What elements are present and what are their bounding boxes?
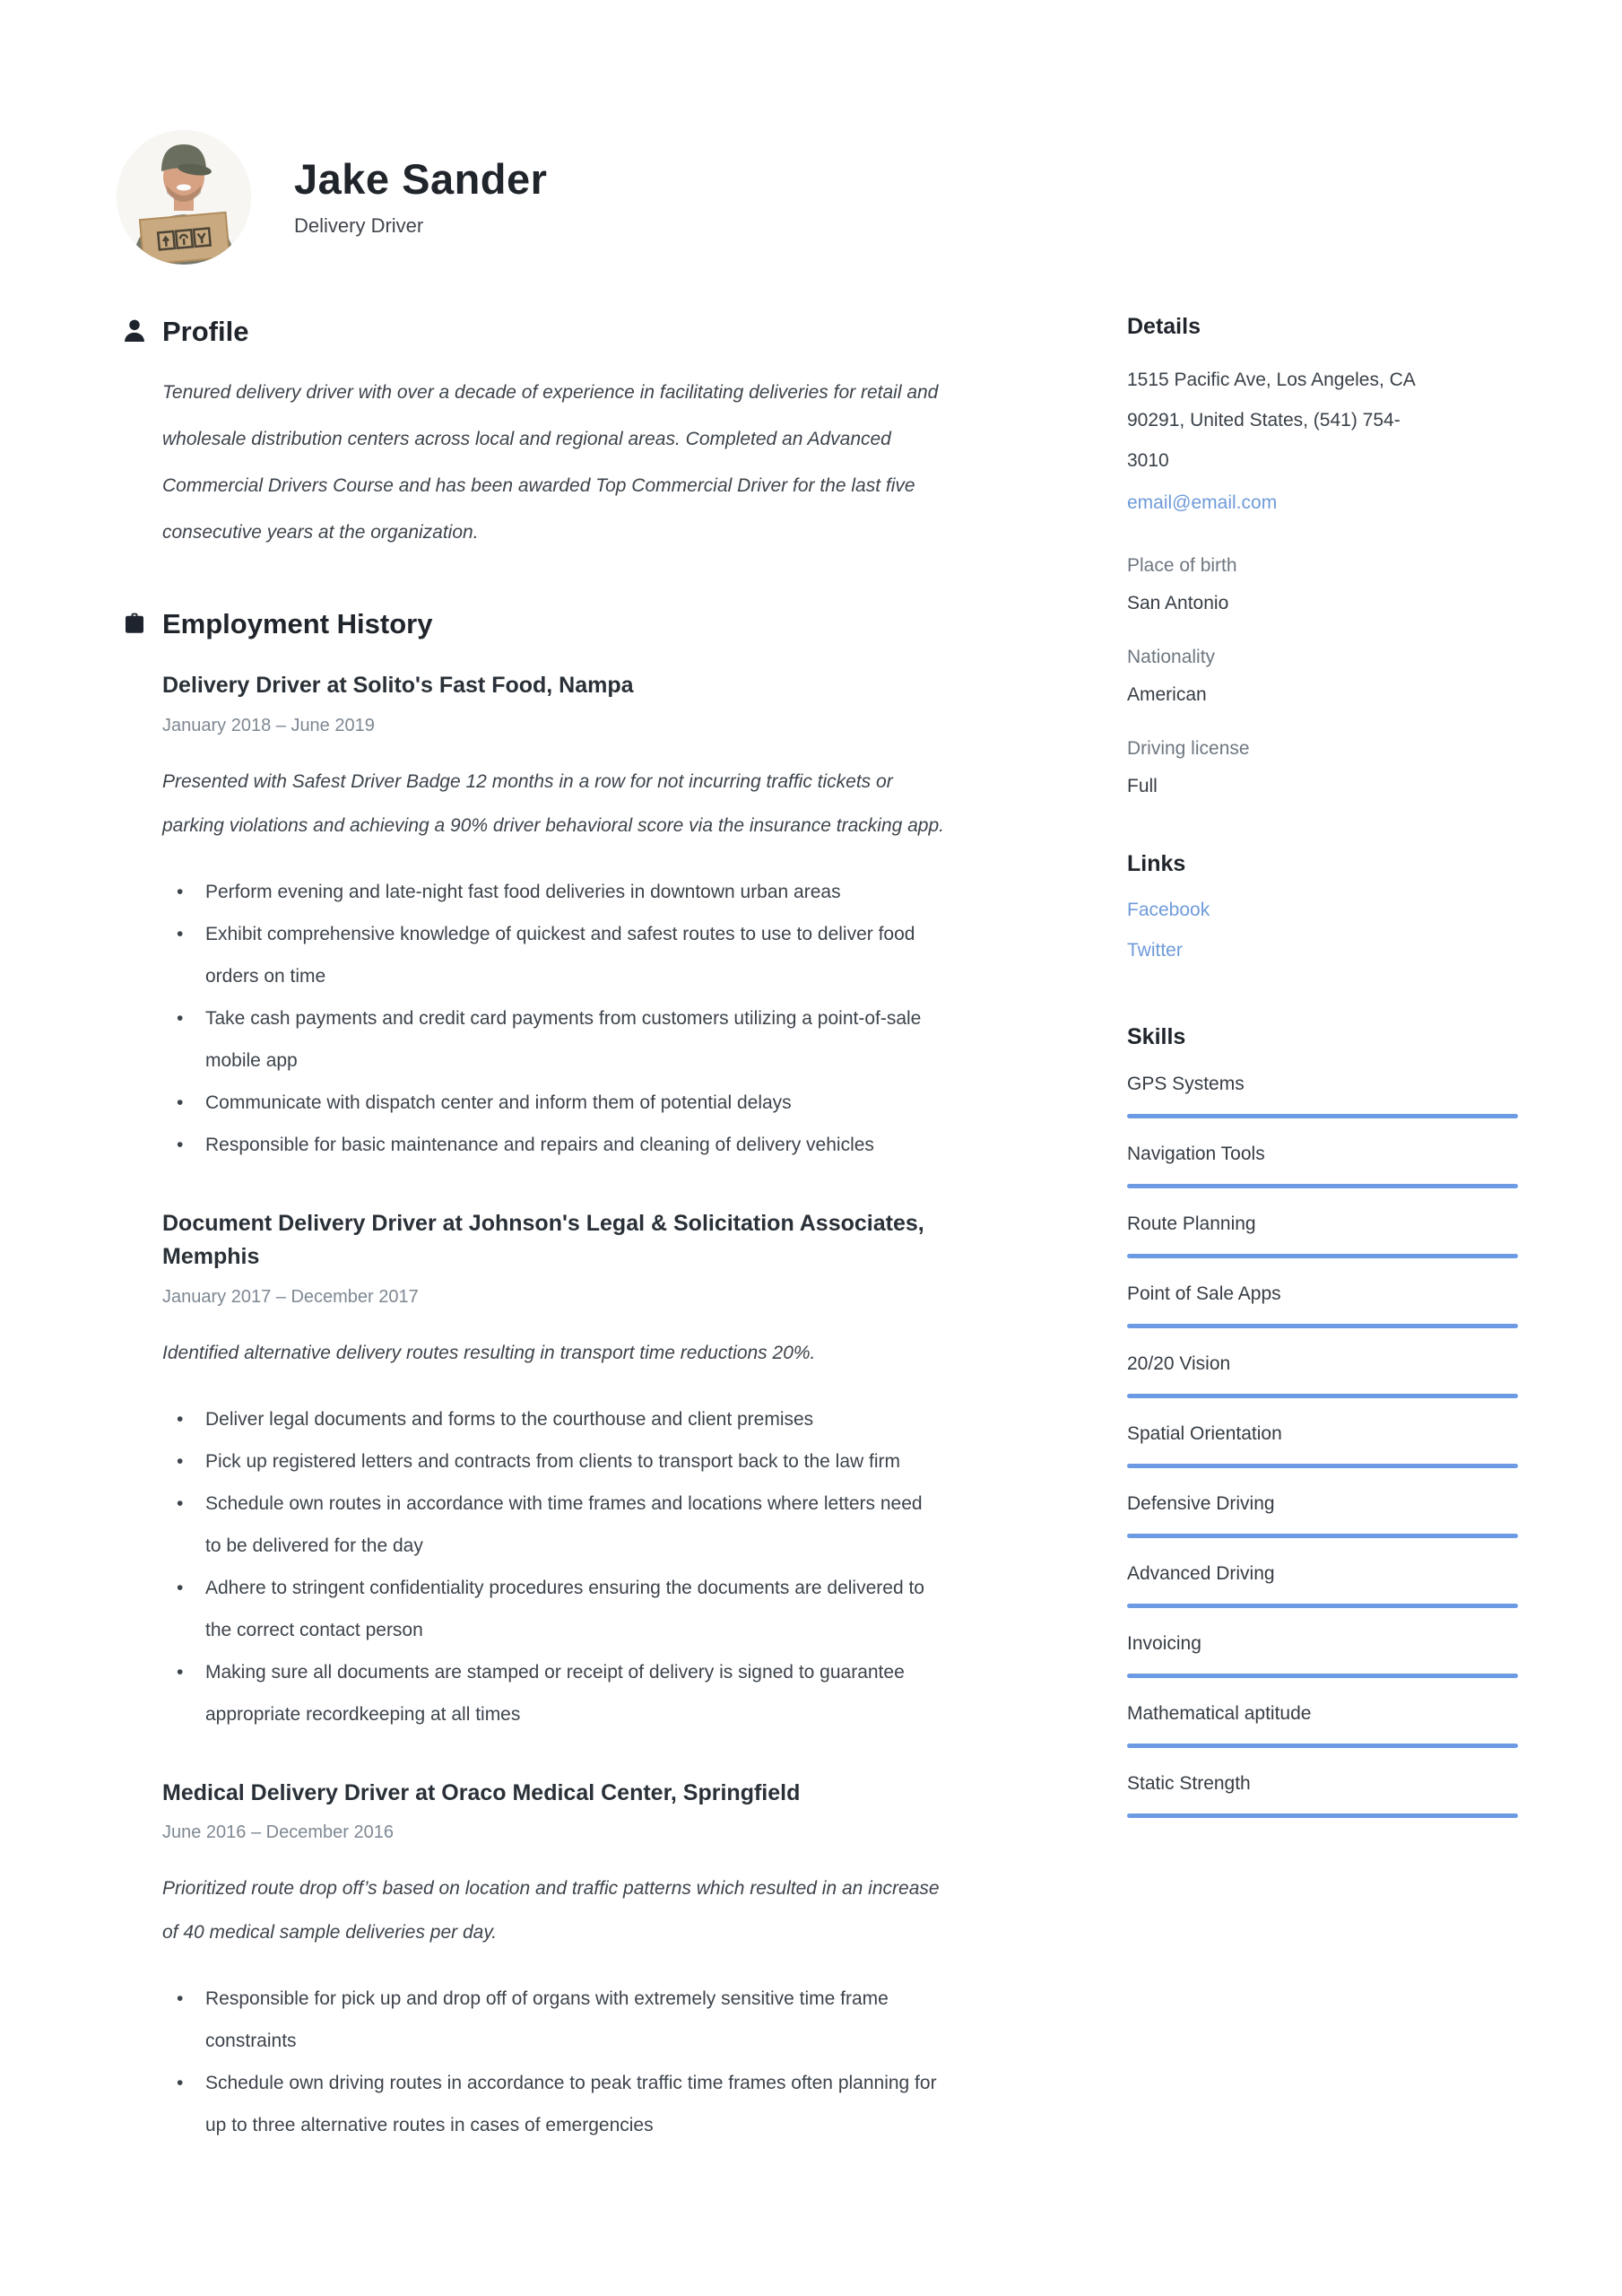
links-heading: Links [1127, 851, 1186, 876]
job-summary: Prioritized route drop off’s based on location and traffic patterns which resulted in an increase of 40 medical sample deliveries per day. [162, 1878, 940, 1943]
job-dates: January 2017 – December 2017 [162, 1286, 419, 1307]
job-summary: Presented with Safest Driver Badge 12 months in a row for not incurring traffic tickets or parking violations and achieving a 90% driver behavioral score via the insurance tracking app. [162, 770, 945, 836]
skill-label: Point of Sale Apps [1127, 1283, 1281, 1304]
skill-underline-bar [1127, 1254, 1518, 1258]
employment-section-header [119, 608, 1070, 639]
skill-item [1127, 1213, 1518, 1258]
job-bullet: • Responsible for basic maintenance and repairs and cleaning of delivery vehicles [162, 1124, 941, 1166]
detail-field-value: Full [1127, 776, 1158, 796]
email-link[interactable]: email@email.com [1127, 492, 1278, 513]
person-title: Delivery Driver [294, 213, 424, 237]
skill-item [1127, 1703, 1518, 1748]
detail-field-label: Place of birth [1127, 555, 1237, 576]
profile-summary: Tenured delivery driver with over a decade of experience in facilitating deliveries for retail and wholesale distribution centers across local and regional areas. Completed an Advanced Commercial Drivers Course and has been awarded Top Commercial Driver for the last five consecutive years at the organization. [162, 382, 939, 543]
profile-section [119, 316, 1070, 556]
job-bullet: • Exhibit comprehensive knowledge of quickest and safest routes to use to deliver food orders on time [162, 913, 941, 997]
job-entry [162, 1207, 1070, 1735]
skill-item [1127, 1144, 1518, 1188]
employment-section [119, 608, 1070, 2146]
skill-item [1127, 1563, 1518, 1608]
skill-label: Defensive Driving [1127, 1493, 1275, 1514]
job-title: Delivery Driver at Solito's Fast Food, Nampa [162, 673, 634, 698]
job-bullet: • Communicate with dispatch center and inform them of potential delays [162, 1082, 941, 1124]
skill-label: Navigation Tools [1127, 1144, 1265, 1164]
detail-field-label: Nationality [1127, 647, 1216, 667]
skill-label: Advanced Driving [1127, 1563, 1275, 1584]
detail-field [1127, 555, 1518, 614]
skill-underline-bar [1127, 1813, 1518, 1818]
address-line: 1515 Pacific Ave, Los Angeles, CA [1127, 370, 1416, 390]
job-bullet: • Perform evening and late-night fast food deliveries in downtown urban areas [162, 871, 941, 913]
skill-label: Spatial Orientation [1127, 1423, 1282, 1444]
detail-field [1127, 647, 1518, 706]
job-bullet: • Pick up registered letters and contracts from clients to transport back to the law firm [162, 1440, 941, 1483]
details-heading: Details [1127, 314, 1201, 339]
job-entry [162, 1777, 1070, 2147]
job-bullet: • Take cash payments and credit card payments from customers utilizing a point-of-sale mobile app [162, 997, 941, 1082]
skill-item [1127, 1423, 1518, 1468]
links-list [1127, 890, 1518, 970]
job-bullet: • Schedule own routes in accordance with time frames and locations where letters need to be delivered for the day [162, 1483, 941, 1567]
job-title: Document Delivery Driver at Johnson's Legal & Solicitation Associates, Memphis [162, 1210, 924, 1269]
address-line: 3010 [1127, 450, 1169, 471]
skill-underline-bar [1127, 1324, 1518, 1328]
skill-underline-bar [1127, 1114, 1518, 1118]
detail-field [1127, 738, 1518, 797]
skill-item [1127, 1633, 1518, 1678]
skill-label: GPS Systems [1127, 1074, 1245, 1094]
skill-item [1127, 1283, 1518, 1328]
briefcase-icon [119, 608, 150, 639]
skill-label: Route Planning [1127, 1213, 1256, 1234]
skills-list [1127, 1074, 1518, 1818]
skill-item [1127, 1773, 1518, 1818]
detail-field-label: Driving license [1127, 738, 1250, 759]
job-bullet: • Making sure all documents are stamped or receipt of delivery is signed to guarantee appropriate recordkeeping at all times [162, 1651, 941, 1735]
skill-underline-bar [1127, 1744, 1518, 1748]
skill-underline-bar [1127, 1604, 1518, 1608]
skill-item [1127, 1074, 1518, 1118]
person-icon [119, 316, 150, 346]
job-bullet: • Deliver legal documents and forms to the courthouse and client premises [162, 1398, 941, 1440]
skill-label: Invoicing [1127, 1633, 1201, 1654]
job-summary: Identified alternative delivery routes resulting in transport time reductions 20%. [162, 1342, 816, 1363]
content-columns [119, 316, 1518, 2146]
employment-heading: Employment History [162, 607, 433, 639]
skill-underline-bar [1127, 1394, 1518, 1398]
skill-item [1127, 1353, 1518, 1398]
skill-label: Static Strength [1127, 1773, 1251, 1794]
twitter-link[interactable]: Twitter [1127, 940, 1183, 961]
job-dates: January 2018 – June 2019 [162, 715, 375, 735]
skill-underline-bar [1127, 1674, 1518, 1678]
job-bullet: • Adhere to stringent confidentiality procedures ensuring the documents are delivered to the correct contact person [162, 1567, 941, 1651]
skill-label: Mathematical aptitude [1127, 1703, 1312, 1724]
skill-underline-bar [1127, 1464, 1518, 1468]
person-name: Jake Sander [294, 154, 548, 203]
skill-item [1127, 1493, 1518, 1538]
job-title: Medical Delivery Driver at Oraco Medical Center, Springfield [162, 1779, 801, 1805]
avatar [117, 130, 251, 265]
job-bullet: • Schedule own driving routes in accordance to peak traffic time frames often planning for up to three alternative routes in cases of emergencies [162, 2062, 941, 2146]
links-section [1127, 853, 1518, 970]
address [1127, 360, 1518, 481]
skills-section [1127, 1026, 1518, 1818]
detail-fields [1127, 555, 1518, 797]
job-bullets [162, 1978, 1070, 2146]
job-bullets [162, 871, 1070, 1166]
main-column [119, 316, 1070, 2146]
job-entry [162, 669, 1070, 1166]
sidebar-column [1127, 316, 1518, 2146]
header-text [294, 154, 548, 238]
facebook-link[interactable]: Facebook [1127, 900, 1210, 920]
job-bullet: • Responsible for pick up and drop off of organs with extremely sensitive time frame constraints [162, 1978, 941, 2062]
detail-field-value: San Antonio [1127, 593, 1229, 613]
profile-heading: Profile [162, 315, 249, 347]
job-dates: June 2016 – December 2016 [162, 1822, 394, 1842]
jobs-list [119, 669, 1070, 2146]
address-line: 90291, United States, (541) 754- [1127, 410, 1401, 430]
skill-underline-bar [1127, 1534, 1518, 1538]
job-bullets [162, 1398, 1070, 1735]
avatar-photo-illustration [117, 130, 251, 265]
resume-header [117, 130, 547, 265]
skill-label: 20/20 Vision [1127, 1353, 1231, 1374]
skill-underline-bar [1127, 1184, 1518, 1188]
detail-field-value: American [1127, 684, 1207, 705]
skills-heading: Skills [1127, 1024, 1186, 1049]
profile-section-header [119, 316, 1070, 346]
